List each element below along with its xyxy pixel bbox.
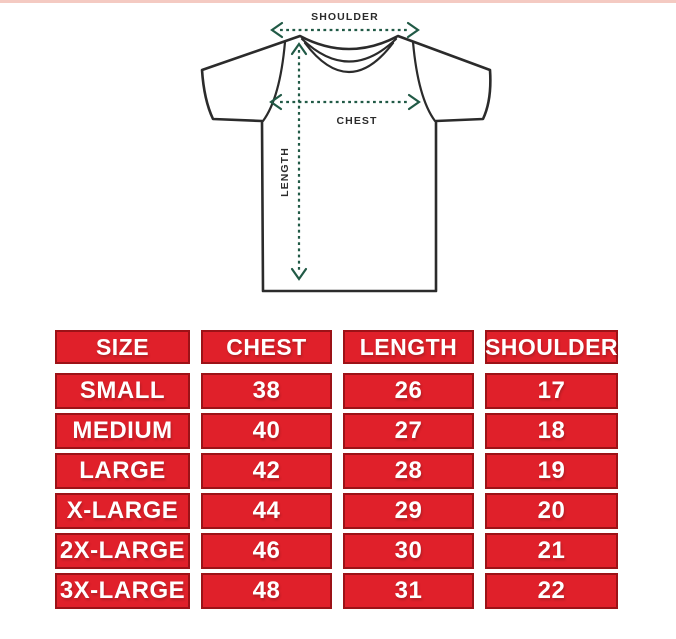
data-cell: 19: [485, 453, 618, 489]
data-cell: 48: [201, 573, 332, 609]
shoulder-arrow: [272, 23, 418, 37]
header-cell-size: SIZE: [55, 330, 190, 364]
data-cell: 30: [343, 533, 474, 569]
data-cell: 31: [343, 573, 474, 609]
data-cell: LARGE: [55, 453, 190, 489]
header-cell-chest: CHEST: [201, 330, 332, 364]
data-cell: 44: [201, 493, 332, 529]
header-cell-length: LENGTH: [343, 330, 474, 364]
size-table-body: [55, 373, 618, 609]
size-table: [55, 330, 618, 609]
data-cell: 20: [485, 493, 618, 529]
data-cell: 18: [485, 413, 618, 449]
data-cell: 46: [201, 533, 332, 569]
data-cell: 40: [201, 413, 332, 449]
tshirt-outline: [202, 36, 490, 291]
data-cell: 29: [343, 493, 474, 529]
data-cell: MEDIUM: [55, 413, 190, 449]
data-cell: 2X-LARGE: [55, 533, 190, 569]
data-cell: 22: [485, 573, 618, 609]
data-cell: SMALL: [55, 373, 190, 409]
shoulder-label: SHOULDER: [311, 11, 379, 23]
header-cell-shoulder: SHOULDER: [485, 330, 618, 364]
data-cell: 27: [343, 413, 474, 449]
top-edge-strip: [0, 0, 676, 3]
data-cell: 21: [485, 533, 618, 569]
chest-label: CHEST: [336, 115, 378, 127]
tshirt-measurement-diagram: [0, 0, 676, 315]
data-cell: 42: [201, 453, 332, 489]
length-label: LENGTH: [279, 147, 291, 197]
data-cell: 17: [485, 373, 618, 409]
data-cell: 28: [343, 453, 474, 489]
data-cell: 26: [343, 373, 474, 409]
data-cell: 38: [201, 373, 332, 409]
size-table-header: [55, 330, 618, 364]
data-cell: X-LARGE: [55, 493, 190, 529]
data-cell: 3X-LARGE: [55, 573, 190, 609]
